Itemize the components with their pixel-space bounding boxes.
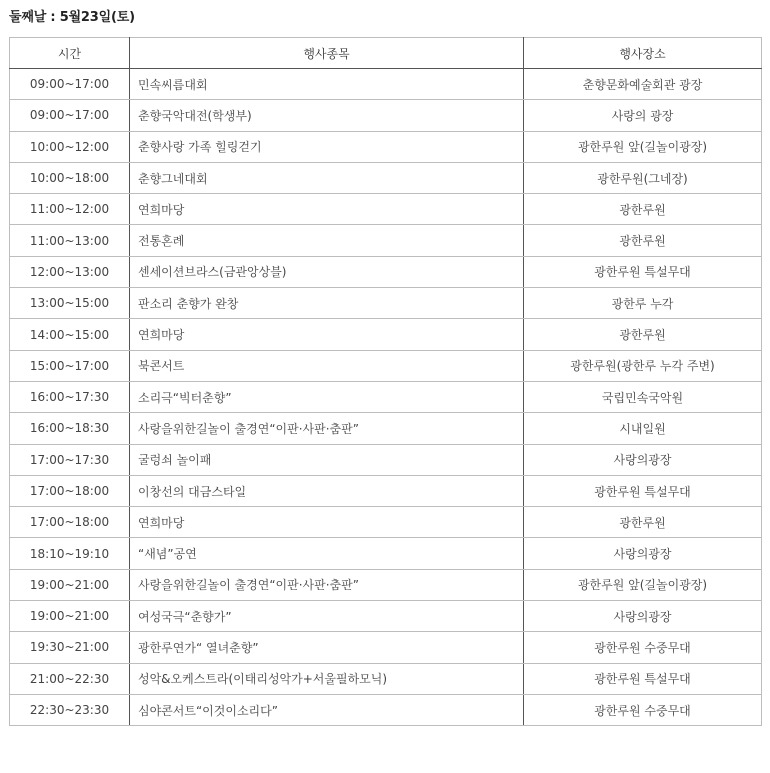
venue-cell: 광한루원(광한루 누각 주변) [524, 350, 762, 381]
event-cell: 춘향사랑 가족 힐링걷기 [130, 131, 524, 162]
event-cell: 소리극“빅터춘향” [130, 381, 524, 412]
time-cell: 17:00~18:00 [10, 475, 130, 506]
table-row [10, 256, 762, 287]
table-row [10, 194, 762, 225]
table-row [10, 507, 762, 538]
table-row [10, 350, 762, 381]
time-cell: 21:00~22:30 [10, 663, 130, 694]
time-cell: 11:00~13:00 [10, 225, 130, 256]
time-cell: 19:00~21:00 [10, 601, 130, 632]
venue-cell: 국립민속국악원 [524, 381, 762, 412]
time-cell: 18:10~19:10 [10, 538, 130, 569]
venue-cell: 광한루원 [524, 194, 762, 225]
venue-cell: 춘향문화예술회관 광장 [524, 69, 762, 100]
venue-cell: 광한루원 앞(길놀이광장) [524, 569, 762, 600]
time-cell: 16:00~18:30 [10, 413, 130, 444]
time-cell: 19:30~21:00 [10, 632, 130, 663]
table-row [10, 288, 762, 319]
time-cell: 16:00~17:30 [10, 381, 130, 412]
time-cell: 17:00~17:30 [10, 444, 130, 475]
event-cell: 심야콘서트“이것이소리다” [130, 694, 524, 725]
venue-cell: 광한루원 특설무대 [524, 256, 762, 287]
venue-cell: 시내일원 [524, 413, 762, 444]
table-row [10, 381, 762, 412]
table-row [10, 694, 762, 725]
time-cell: 12:00~13:00 [10, 256, 130, 287]
event-cell: 전통혼례 [130, 225, 524, 256]
event-cell: 사랑을위한길놀이 출경연“이판·사판·춤판” [130, 569, 524, 600]
venue-cell: 광한루원 [524, 507, 762, 538]
event-cell: 춘향그네대회 [130, 162, 524, 193]
table-row [10, 69, 762, 100]
time-cell: 15:00~17:00 [10, 350, 130, 381]
table-row [10, 569, 762, 600]
event-cell: 민속씨름대회 [130, 69, 524, 100]
table-row [10, 632, 762, 663]
table-row [10, 162, 762, 193]
column-header-event: 행사종목 [130, 38, 524, 69]
table-row [10, 475, 762, 506]
day-heading: 둘째날 : 5월23일(토) [9, 10, 135, 25]
time-cell: 13:00~15:00 [10, 288, 130, 319]
venue-cell: 광한루원 수중무대 [524, 632, 762, 663]
schedule-body [10, 69, 762, 726]
time-cell: 11:00~12:00 [10, 194, 130, 225]
event-cell: 사랑을위한길놀이 출경연“이판·사판·춤판” [130, 413, 524, 444]
table-row [10, 131, 762, 162]
table-row [10, 538, 762, 569]
venue-cell: 광한루원 [524, 225, 762, 256]
venue-cell: 사랑의광장 [524, 444, 762, 475]
event-cell: 광한루연가“ 열녀춘향” [130, 632, 524, 663]
event-cell: 연희마당 [130, 507, 524, 538]
event-cell: 판소리 춘향가 완창 [130, 288, 524, 319]
event-cell: 센세이션브라스(금관앙상블) [130, 256, 524, 287]
venue-cell: 광한루원 수중무대 [524, 694, 762, 725]
event-cell: 연희마당 [130, 194, 524, 225]
table-row [10, 444, 762, 475]
venue-cell: 광한루원 특설무대 [524, 475, 762, 506]
venue-cell: 광한루 누각 [524, 288, 762, 319]
time-cell: 09:00~17:00 [10, 100, 130, 131]
event-cell: 이창선의 대금스타일 [130, 475, 524, 506]
time-cell: 22:30~23:30 [10, 694, 130, 725]
table-row [10, 663, 762, 694]
column-header-time: 시간 [10, 38, 130, 69]
time-cell: 09:00~17:00 [10, 69, 130, 100]
event-cell: 성악&오케스트라(이태리성악가+서울필하모닉) [130, 663, 524, 694]
venue-cell: 사랑의광장 [524, 601, 762, 632]
time-cell: 14:00~15:00 [10, 319, 130, 350]
venue-cell: 사랑의 광장 [524, 100, 762, 131]
venue-cell: 광한루원 [524, 319, 762, 350]
venue-cell: 광한루원 앞(길놀이광장) [524, 131, 762, 162]
table-row [10, 413, 762, 444]
schedule-table [9, 37, 762, 726]
time-cell: 19:00~21:00 [10, 569, 130, 600]
table-row [10, 601, 762, 632]
column-header-venue: 행사장소 [524, 38, 762, 69]
event-cell: 춘향국악대전(학생부) [130, 100, 524, 131]
event-cell: “새념”공연 [130, 538, 524, 569]
venue-cell: 광한루원(그네장) [524, 162, 762, 193]
header-row [10, 38, 762, 69]
event-cell: 여성국극“춘향가” [130, 601, 524, 632]
table-row [10, 100, 762, 131]
event-cell: 연희마당 [130, 319, 524, 350]
time-cell: 17:00~18:00 [10, 507, 130, 538]
table-row [10, 225, 762, 256]
time-cell: 10:00~12:00 [10, 131, 130, 162]
event-cell: 북콘서트 [130, 350, 524, 381]
event-cell: 굴렁쇠 놀이패 [130, 444, 524, 475]
venue-cell: 사랑의광장 [524, 538, 762, 569]
venue-cell: 광한루원 특설무대 [524, 663, 762, 694]
time-cell: 10:00~18:00 [10, 162, 130, 193]
table-row [10, 319, 762, 350]
